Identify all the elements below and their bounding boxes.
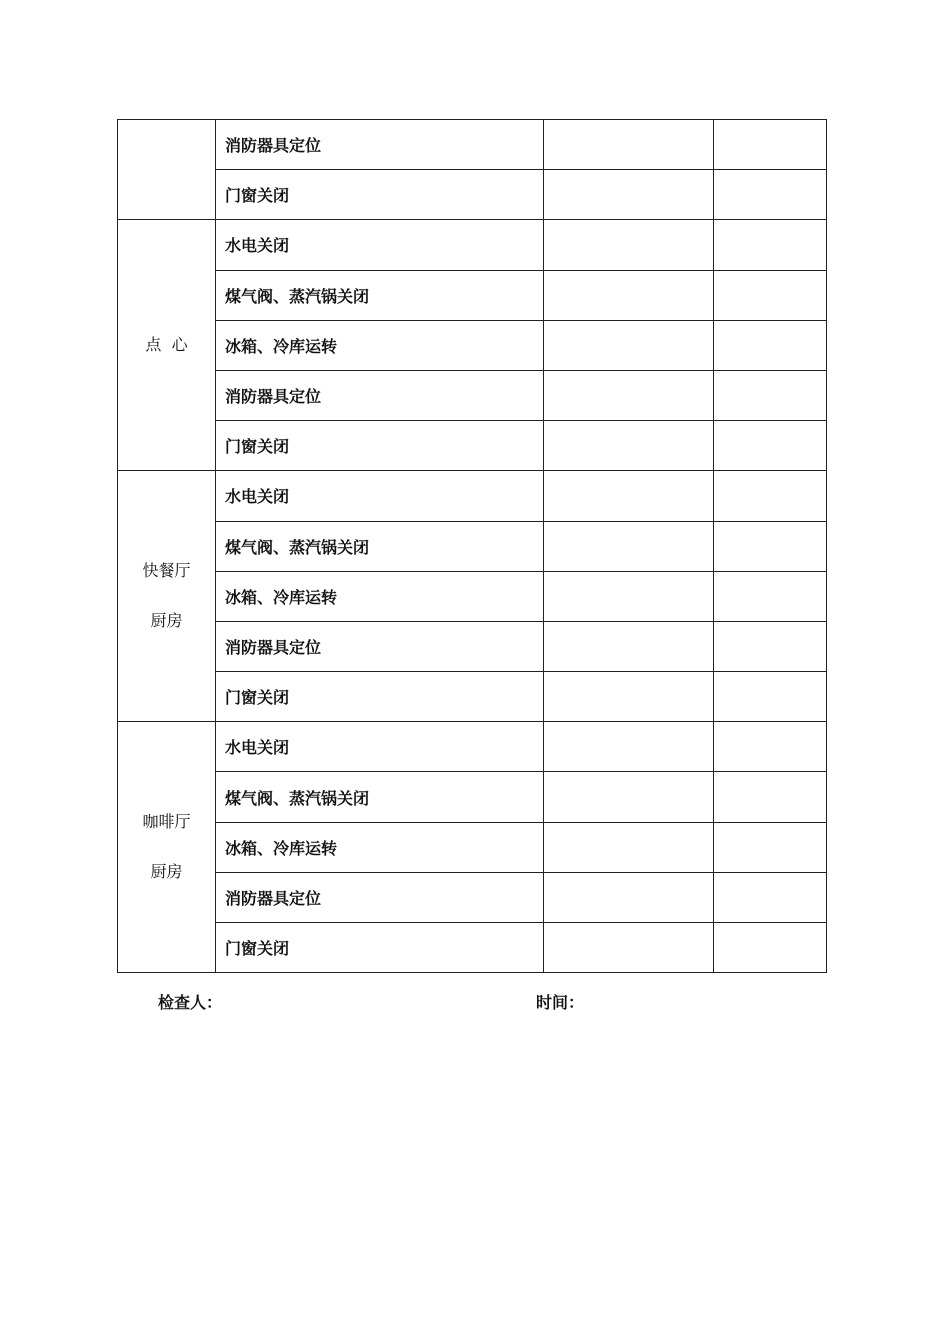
item-cell: 消防器具定位 — [216, 621, 544, 671]
result-cell[interactable] — [544, 220, 714, 270]
result-cell[interactable] — [544, 421, 714, 471]
area-label: 咖啡厅 — [142, 812, 191, 832]
note-cell[interactable] — [714, 722, 827, 772]
table-row — [118, 120, 827, 170]
note-cell[interactable] — [714, 220, 827, 270]
item-cell: 冰箱、冷库运转 — [216, 822, 544, 872]
note-cell[interactable] — [714, 421, 827, 471]
table-row — [118, 421, 827, 471]
result-cell[interactable] — [544, 872, 714, 922]
result-cell[interactable] — [544, 521, 714, 571]
table-row — [118, 621, 827, 671]
note-cell[interactable] — [714, 471, 827, 521]
area-label: 快餐厅 — [142, 561, 191, 581]
note-cell[interactable] — [714, 270, 827, 320]
item-cell: 门窗关闭 — [216, 672, 544, 722]
table-row — [118, 672, 827, 722]
note-cell[interactable] — [714, 923, 827, 973]
area-label: 点 心 — [145, 335, 188, 355]
note-cell[interactable] — [714, 621, 827, 671]
item-cell: 消防器具定位 — [216, 120, 544, 170]
item-cell: 冰箱、冷库运转 — [216, 320, 544, 370]
table-row — [118, 872, 827, 922]
result-cell[interactable] — [544, 822, 714, 872]
note-cell[interactable] — [714, 672, 827, 722]
area-cell — [118, 722, 216, 973]
table-row — [118, 220, 827, 270]
table-row — [118, 822, 827, 872]
note-cell[interactable] — [714, 120, 827, 170]
item-cell: 煤气阀、蒸汽锅关闭 — [216, 270, 544, 320]
result-cell[interactable] — [544, 270, 714, 320]
result-cell[interactable] — [544, 120, 714, 170]
inspector-label: 检查人： — [158, 993, 223, 1012]
note-cell[interactable] — [714, 370, 827, 420]
table-row — [118, 320, 827, 370]
result-cell[interactable] — [544, 722, 714, 772]
area-label: 厨房 — [150, 611, 183, 631]
note-cell[interactable] — [714, 320, 827, 370]
result-cell[interactable] — [544, 621, 714, 671]
result-cell[interactable] — [544, 772, 714, 822]
item-cell: 水电关闭 — [216, 722, 544, 772]
item-cell: 门窗关闭 — [216, 170, 544, 220]
table-row — [118, 772, 827, 822]
note-cell[interactable] — [714, 571, 827, 621]
item-cell: 水电关闭 — [216, 471, 544, 521]
item-cell: 煤气阀、蒸汽锅关闭 — [216, 521, 544, 571]
note-cell[interactable] — [714, 521, 827, 571]
item-cell: 消防器具定位 — [216, 872, 544, 922]
result-cell[interactable] — [544, 170, 714, 220]
result-cell[interactable] — [544, 471, 714, 521]
table-row — [118, 370, 827, 420]
result-cell[interactable] — [544, 672, 714, 722]
table-row — [118, 521, 827, 571]
inspection-table — [117, 119, 827, 973]
result-cell[interactable] — [544, 571, 714, 621]
item-cell: 水电关闭 — [216, 220, 544, 270]
note-cell[interactable] — [714, 170, 827, 220]
table-row — [118, 270, 827, 320]
item-cell: 煤气阀、蒸汽锅关闭 — [216, 772, 544, 822]
note-cell[interactable] — [714, 772, 827, 822]
note-cell[interactable] — [714, 872, 827, 922]
table-row — [118, 571, 827, 621]
note-cell[interactable] — [714, 822, 827, 872]
table-row — [118, 722, 827, 772]
result-cell[interactable] — [544, 370, 714, 420]
item-cell: 消防器具定位 — [216, 370, 544, 420]
table-row — [118, 170, 827, 220]
area-cell — [118, 220, 216, 471]
area-label: 厨房 — [150, 862, 183, 882]
table-row — [118, 471, 827, 521]
table-row — [118, 923, 827, 973]
item-cell: 门窗关闭 — [216, 923, 544, 973]
time-label: 时间： — [536, 993, 585, 1012]
item-cell: 冰箱、冷库运转 — [216, 571, 544, 621]
result-cell[interactable] — [544, 923, 714, 973]
area-cell — [118, 120, 216, 220]
item-cell: 门窗关闭 — [216, 421, 544, 471]
result-cell[interactable] — [544, 320, 714, 370]
area-cell — [118, 471, 216, 722]
